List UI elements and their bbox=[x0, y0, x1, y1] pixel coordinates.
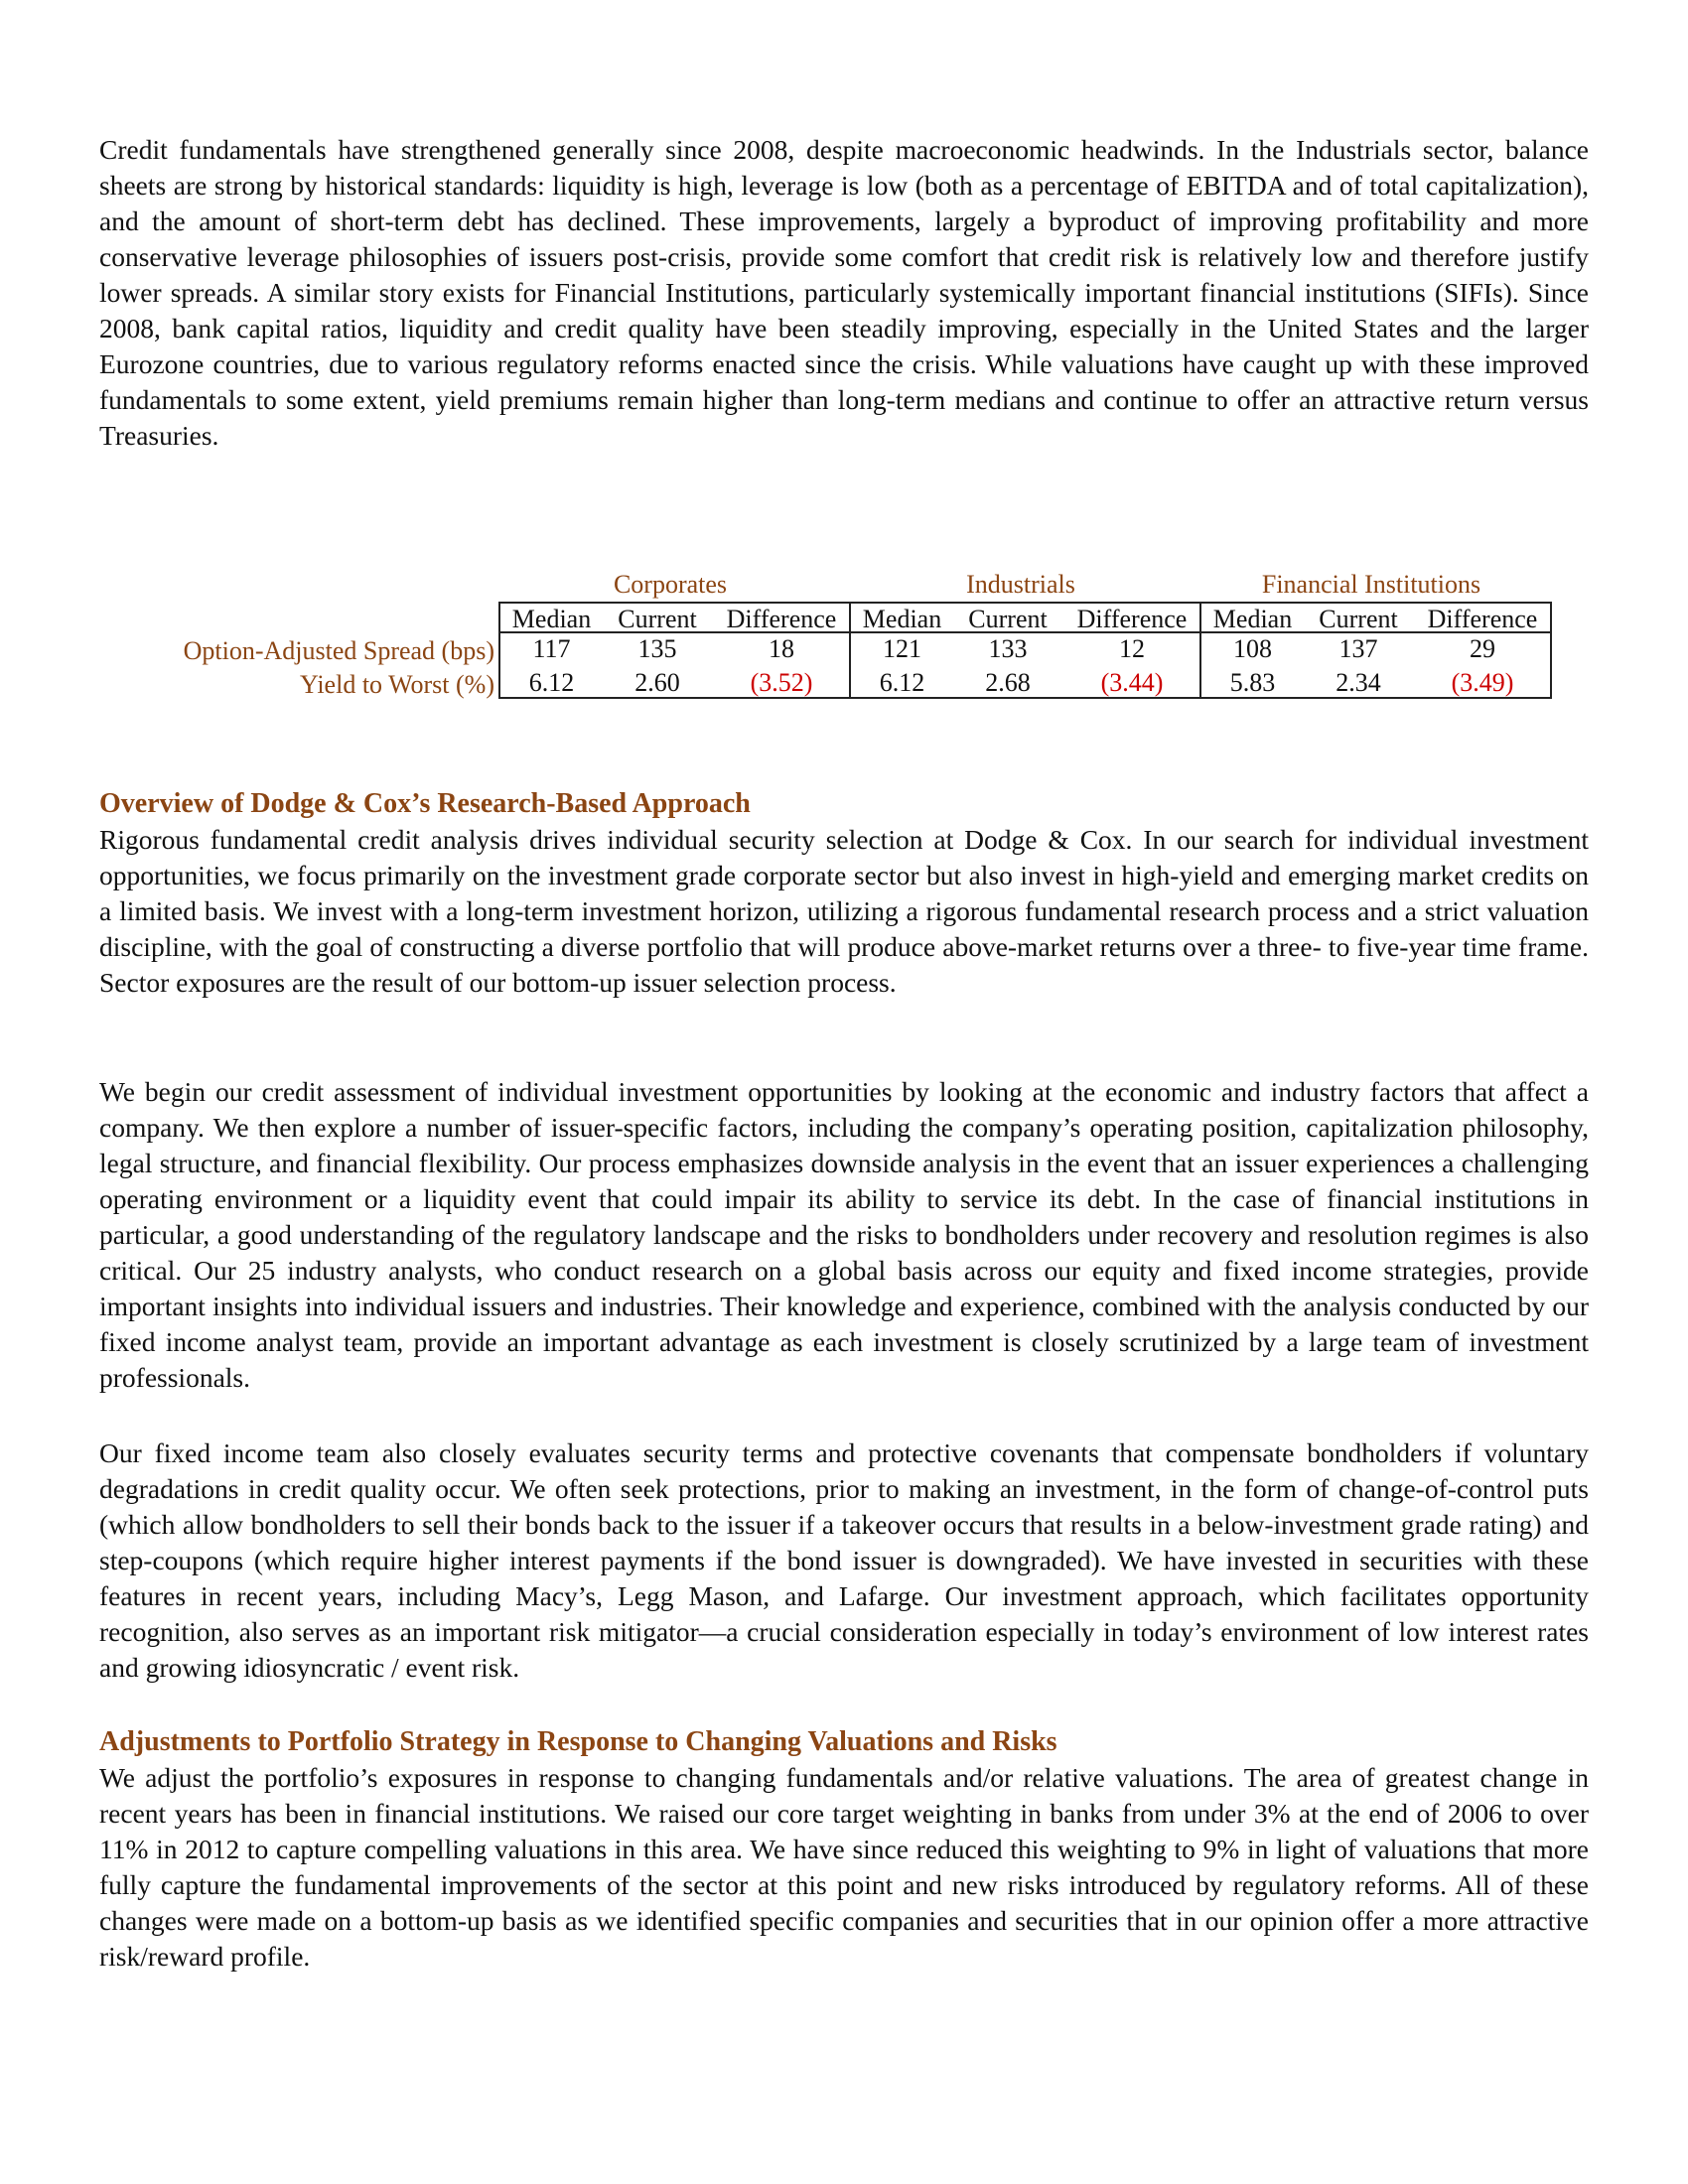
table-cell: 2.68 bbox=[985, 668, 1031, 697]
table-cell-negative: (3.44) bbox=[1100, 668, 1164, 697]
table-cell: 12 bbox=[1119, 634, 1145, 663]
paragraph-research-approach: Rigorous fundamental credit analysis drives individual security selection at Dodge & Cox. In our search for individual investment opportunities, we focus primarily on the investment grade corporate sector but also invest in high-yield and emerging market credits on a limited basis. We invest with a long-term investment horizon, utilizing a rigorous fundamental research process and a strict valuation discipline, with the goal of constructing a diverse portfolio that will produce above-market returns over a three- to five-year time frame. Sector exposures are the result of our bottom-up issuer selection process. bbox=[99, 824, 1589, 998]
group-title-corporates: Corporates bbox=[613, 570, 728, 599]
table-cell: 121 bbox=[883, 634, 921, 663]
table-cell: 108 bbox=[1233, 634, 1272, 663]
col-header-difference: Difference bbox=[726, 605, 837, 633]
table-cell-negative: (3.49) bbox=[1451, 668, 1514, 697]
spread-yield-table bbox=[129, 566, 1569, 715]
paragraph-portfolio-adjustments: We adjust the portfolio’s exposures in response to changing fundamentals and/or relative valuations. The area of greatest change in recent years has been in financial institutions. We raised our core target weighting in banks from under 3% at the end of 2006 to over 11% in 2012 to capture compelling valuations in this area. We have since reduced this weighting to 9% in light of valuations that more fully capture the fundamental improvements of the sector at this point and new risks introduced by regulatory reforms. All of these changes were made on a bottom-up basis as we identified specific companies and securities that in our opinion offer a more attractive risk/reward profile. bbox=[99, 1762, 1589, 1972]
table-cell: 2.34 bbox=[1336, 668, 1381, 697]
section-heading-research-approach: Overview of Dodge & Cox’s Research-Based Approach bbox=[99, 788, 751, 819]
col-header-difference: Difference bbox=[1076, 605, 1188, 633]
header-box-corporates bbox=[498, 602, 851, 633]
table-cell: 133 bbox=[988, 634, 1028, 663]
table-cell: 137 bbox=[1338, 634, 1378, 663]
table-cell: 18 bbox=[769, 634, 794, 663]
header-box-financial-institutions bbox=[1199, 602, 1552, 633]
row-label-oas: Option-Adjusted Spread (bps) bbox=[183, 636, 494, 665]
col-header-current: Current bbox=[968, 605, 1048, 633]
table-cell: 6.12 bbox=[528, 668, 575, 697]
col-header-difference: Difference bbox=[1427, 605, 1538, 633]
table-cell: 2.60 bbox=[634, 668, 680, 697]
table-cell: 29 bbox=[1470, 634, 1495, 663]
header-box-industrials bbox=[849, 602, 1201, 633]
col-header-current: Current bbox=[1319, 605, 1398, 633]
col-header-median: Median bbox=[511, 605, 592, 633]
paragraph-covenants: Our fixed income team also closely evaluates security terms and protective covenants that compensate bondholders if voluntary degradations in credit quality occur. We often seek protections, prior to making an investment, in the form of change-of-control puts (which allow bondholders to sell their bonds back to the issuer if a takeover occurs that results in a below-investment grade rating) and step-coupons (which require higher interest payments if the bond issuer is downgraded). We have invested in securities with these features in recent years, including Macy’s, Legg Mason, and Lafarge. Our investment approach, which facilitates opportunity recognition, also serves as an important risk mitigator—a crucial consideration especially in today’s environment of low interest rates and growing idiosyncratic / event risk. bbox=[99, 1437, 1589, 1683]
data-box-industrials bbox=[849, 633, 1201, 699]
col-header-median: Median bbox=[862, 605, 942, 633]
table-cell: 6.12 bbox=[879, 668, 925, 697]
col-header-median: Median bbox=[1212, 605, 1293, 633]
row-label-ytw: Yield to Worst (%) bbox=[299, 670, 494, 699]
paragraph-credit-assessment: We begin our credit assessment of individual investment opportunities by looking at the economic and industry factors that affect a company. We then explore a number of issuer-specific factors, including the company’s operating position, capitalization philosophy, legal structure, and financial flexibility. Our process emphasizes downside analysis in the event that an issuer experiences a challenging operating environment or a liquidity event that could impair its ability to service its debt. In the case of financial institutions in particular, a good understanding of the regulatory landscape and the risks to bondholders under recovery and resolution regimes is also critical. Our 25 industry analysts, who conduct research on a global basis across our equity and fixed income strategies, provide important insights into individual issuers and industries. Their knowledge and experience, combined with the analysis conducted by our fixed income analyst team, provide an important advantage as each investment is closely scrutinized by a large team of investment professionals. bbox=[99, 1076, 1589, 1393]
table-cell: 135 bbox=[637, 634, 677, 663]
data-box-corporates bbox=[498, 633, 851, 699]
data-box-financial-institutions bbox=[1199, 633, 1552, 699]
group-title-industrials: Industrials bbox=[966, 570, 1075, 599]
table-cell-negative: (3.52) bbox=[750, 668, 813, 697]
table-cell: 5.83 bbox=[1229, 668, 1276, 697]
paragraph-credit-fundamentals: Credit fundamentals have strengthened generally since 2008, despite macroeconomic headwinds. In the Industrials sector, balance sheets are strong by historical standards: liquidity is high, leverage is low (both as a percentage of EBITDA and of total capitalization), and the amount of short-term debt has declined. These improvements, largely a byproduct of improving profitability and more conservative leverage philosophies of issuers post-crisis, provide some comfort that credit risk is relatively low and therefore justify lower spreads. A similar story exists for Financial Institutions, particularly systemically important financial institutions (SIFIs). Since 2008, bank capital ratios, liquidity and credit quality have been steadily improving, especially in the United States and the larger Eurozone countries, due to various regulatory reforms enacted since the crisis. While valuations have caught up with these improved fundamentals to some extent, yield premiums remain higher than long-term medians and continue to offer an attractive return versus Treasuries. bbox=[99, 134, 1589, 451]
section-heading-portfolio-adjustments: Adjustments to Portfolio Strategy in Response to Changing Valuations and Risks bbox=[99, 1726, 1057, 1757]
group-title-financial-institutions: Financial Institutions bbox=[1261, 570, 1481, 599]
table-cell: 117 bbox=[532, 634, 571, 663]
col-header-current: Current bbox=[618, 605, 697, 633]
